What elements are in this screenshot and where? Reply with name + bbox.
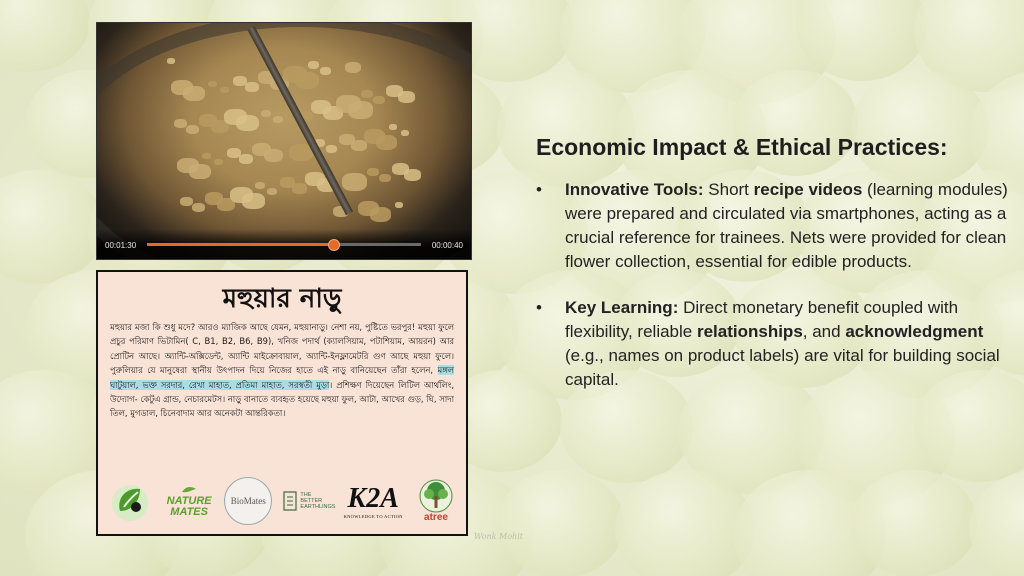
bullet-key-learning: [536, 296, 1016, 392]
video-texture-crumb: [392, 163, 409, 175]
recipe-card: [96, 270, 468, 536]
video-total-time: 00:00:40: [431, 241, 463, 250]
video-texture-crumb: [373, 96, 385, 104]
video-texture-crumb: [389, 124, 397, 130]
video-texture-crumb: [167, 58, 175, 64]
video-texture-crumb: [233, 76, 247, 86]
video-texture-crumb: [345, 62, 361, 73]
photographer-watermark: Wonk Mohit: [474, 532, 523, 541]
video-texture-crumb: [273, 116, 283, 123]
video-texture-crumb: [401, 130, 409, 136]
little-earthlings-logo: [106, 474, 154, 528]
the-better-earthlings-text: THE BETTER EARTHLINGS: [300, 492, 336, 510]
the-better-earthlings-logo: [283, 474, 336, 528]
leaf-swirl-icon: [106, 477, 154, 525]
bullet-text: (learning modules) were prepared and circulated via smartphones, acting as a crucial reference for trainees. Nets were provided for clean flower collection, essential for edible products.: [565, 180, 1008, 271]
bullet-text: , and: [802, 322, 846, 341]
video-texture-crumb: [342, 173, 367, 191]
video-texture-crumb: [358, 201, 379, 216]
background-fruit: [0, 0, 90, 72]
recipe-card-title: মহুয়ার নাড়ু: [222, 284, 342, 314]
recipe-video-player[interactable]: [96, 22, 472, 260]
atree-logo: [414, 474, 458, 528]
bullet-text: (e.g., names on product labels) are vital for building social capital.: [565, 346, 1000, 389]
video-pan-rim: [96, 22, 472, 260]
video-texture-crumb: [386, 85, 403, 97]
video-controls: [97, 229, 471, 259]
recipe-body-text: মহুয়ার মজা কি শুধু মদে? আরও ম্যাজিক আছে যেমন, মহুয়ানাড়ু। নেশা নয়, পুষ্টিতে ভরপুর! মহুয়া ফুলে প্রচুর পরিমাণ ভিটামিন( C, B1, B2, B6, B9), খনিজ পদার্থ (ক্যালসিয়াম, পটাশিয়াম, আয়রন) আর প্রোটিন আছে। অ্যান্টি-অক্সিডেন্ট, অ্যান্টি মাইক্রোবায়াল, অ্যান্টি-ইনফ্লামেটরি গুণ আছে মহুয়া ফুলে। পুরুলিয়ার যে মানুষেরা স্থানীয় উৎপাদন দিয়ে নিজের হাতে এই নাড়ু বানিয়েছেন তাঁরা হলেন,: [110, 322, 454, 376]
video-texture-crumb: [202, 153, 211, 159]
video-texture-crumb: [283, 66, 307, 83]
video-texture-crumb: [311, 100, 331, 114]
background-fruit: [969, 470, 1024, 576]
video-texture-crumb: [180, 197, 193, 206]
slide-title: Economic Impact & Ethical Practices:: [536, 134, 948, 160]
video-current-time: 00:01:30: [105, 241, 137, 250]
video-texture-crumb: [227, 148, 241, 158]
video-seek-handle[interactable]: [328, 239, 340, 251]
video-texture-crumb: [177, 158, 199, 173]
k2a-tagline: KNOWLEDGE TO ACTION: [343, 513, 403, 519]
video-texture-crumb: [361, 90, 373, 98]
bullet-bold-term: relationships: [696, 322, 803, 341]
video-texture-crumb: [255, 182, 265, 189]
biomates-text: BioMates: [224, 477, 272, 525]
bullet-innovative-tools: [536, 178, 1016, 274]
video-texture-crumb: [261, 110, 271, 117]
video-texture-crumb: [220, 87, 229, 93]
video-texture-crumb: [214, 159, 223, 165]
video-texture-crumb: [252, 143, 271, 156]
video-texture-crumb: [186, 125, 199, 134]
video-texture-crumb: [395, 202, 403, 208]
video-progress-fill: [147, 243, 333, 246]
video-texture-crumb: [308, 61, 319, 69]
bullet-list: [536, 178, 1016, 414]
video-texture-crumb: [192, 203, 205, 212]
nature-mates-text: NATURE MATES: [166, 495, 212, 518]
recipe-card-body: [110, 320, 454, 421]
video-texture-crumb: [320, 67, 331, 75]
video-texture-crumb: [224, 109, 247, 125]
video-texture-crumb: [239, 154, 253, 164]
recipe-body-text-end: । প্রশিক্ষণ দিয়েছেন লিটিল আর্থলিং, উদ্যোগ- কেটুএ গ্রান্ড, নেচারমেটস। নাড়ু বানাতে ব্যবহৃত হয়েছে মহুয়া ফুল, আটা, আখের গুড়, ঘি, সাদা তিল, মুগডাল, চিনেবাদাম আর অনেকটা আন্তরিকতা।: [110, 379, 454, 419]
bullet-text: Short: [703, 180, 754, 199]
k2a-text: K2A: [347, 482, 399, 514]
video-texture-crumb: [379, 174, 391, 182]
bullet-bold-term: acknowledgment: [845, 322, 984, 341]
video-texture-crumb: [339, 134, 355, 145]
biomates-logo: [224, 474, 272, 528]
k2a-logo: [344, 474, 403, 528]
video-texture-crumb: [267, 188, 277, 195]
background-fruit: [851, 470, 977, 576]
video-texture-crumb: [364, 129, 385, 144]
book-icon: [283, 491, 297, 511]
bullet-bold-term: recipe videos: [753, 180, 863, 199]
tree-icon: [414, 479, 458, 513]
video-texture-crumb: [367, 168, 379, 176]
video-texture-crumb: [205, 192, 223, 205]
bullet-text: Direct monetary benefit coupled with flexibility, reliable: [565, 298, 959, 341]
recipe-highlighted-names: মঙ্গল ঘাটুয়াল, ভক্ত সরদার, রেখা মাহাত, প্রতিমা মাহাত, সরস্বতী মুড়া: [110, 365, 454, 390]
bullet-marker: •: [536, 298, 542, 317]
nature-mates-logo: [165, 474, 213, 528]
video-seek-bar[interactable]: [147, 243, 421, 246]
video-frame-pan-with-laddu-mix: [97, 23, 471, 259]
bullet-marker: •: [536, 180, 542, 199]
video-texture-crumb: [230, 187, 253, 203]
video-texture-crumb: [336, 95, 361, 113]
video-texture-crumb: [305, 172, 325, 186]
atree-text: atree: [424, 512, 448, 523]
partner-logos: [106, 474, 458, 528]
video-texture-crumb: [326, 145, 337, 153]
bullet-lead: Innovative Tools:: [565, 180, 704, 199]
video-texture-crumb: [171, 80, 193, 95]
video-texture-crumb: [208, 81, 217, 87]
video-texture-crumb: [280, 177, 295, 188]
video-texture-crumb: [245, 82, 259, 92]
bullet-lead: Key Learning:: [565, 298, 679, 317]
video-texture-crumb: [174, 119, 187, 128]
background-fruit: [497, 470, 624, 576]
video-texture-crumb: [199, 114, 217, 127]
